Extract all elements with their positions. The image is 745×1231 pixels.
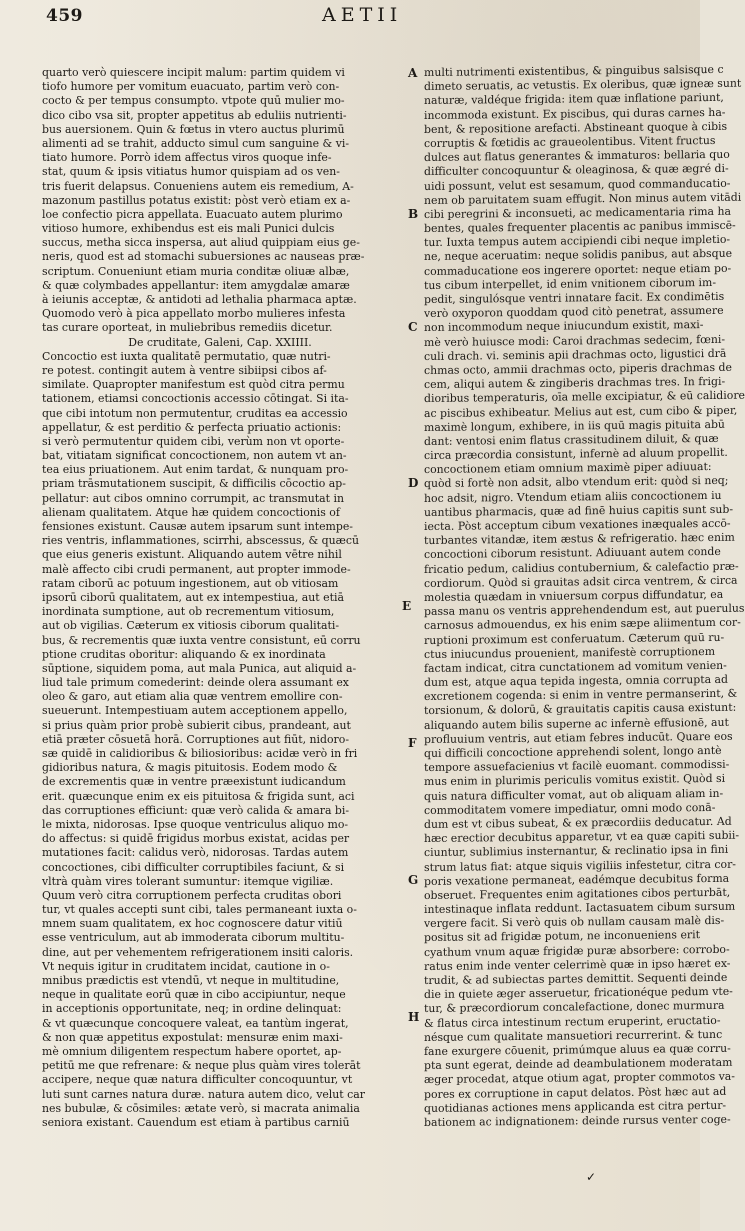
- left-column-line: si verò permutentur quidem cibi, verùm non vt oporte-: [42, 434, 345, 448]
- page-header: [0, 2, 700, 28]
- left-column-line: loe confectio picra appellata. Euacuato autem plurimo: [42, 207, 343, 221]
- left-column-line: tiato humore. Porrò idem affectus viros quoque infe-: [42, 151, 332, 165]
- left-column-line: appellatur, & est perditio & perfecta priuatio actionis:: [42, 420, 342, 434]
- right-column-line: dum est, atque aqua tepida ingesta, omnia corrupta ad: [424, 672, 728, 690]
- right-column-line: cyathum vnum aquæ frigidæ puræ absorbere: corrobo-: [424, 942, 730, 959]
- left-column-line: do affectus: si quidē frigidus morbus existat, acidas per: [42, 832, 350, 846]
- left-column-line: bat, vitiatam significat concoctionem, non autem vt an-: [42, 449, 347, 463]
- right-column-line: ratus enim inde venter celerrimè quæ in ipso hæret ex-: [424, 956, 731, 973]
- right-column-line: intestinaque inflata reddunt. Iactasuatem cibum sursum: [424, 899, 736, 917]
- right-column-line: uantibus pharmacis, quæ ad finē huius capitis sunt sub-: [424, 502, 734, 519]
- left-column-line: ipsorū ciborū qualitatem, aut ex intempestiua, aut etiā: [42, 590, 344, 604]
- left-column-line: que cibi intotum non permutentur, cruditas ea accessio: [42, 406, 348, 420]
- right-column-line: incommoda existunt. Ex piscibus, qui duras carnes ha-: [424, 105, 726, 122]
- section-marker-g: G: [408, 873, 419, 887]
- running-head: AETII: [322, 4, 403, 26]
- right-column-line: ctus iniucundus prouenient, manifestè corruptionem: [424, 644, 716, 661]
- left-column-line: re potest. contingit autem à ventre sibiipsi cibos af-: [42, 363, 327, 377]
- right-column-line: tus cibum interpellet, id enim vnitionem ciborum im-: [424, 275, 717, 292]
- right-column-line: cem, aliqui autem & zingiberis drachmas tres. In frigi-: [424, 374, 726, 392]
- right-column-line: bent, & repositione arefacti. Abstineant quoque à cibis: [424, 119, 728, 136]
- right-column-line: naturæ, valdéque frigida: item quæ inflatione pariunt,: [424, 91, 724, 108]
- right-column-line: strum latus fiat: atque siquis vigiliis infestetur, citra cor-: [424, 857, 736, 874]
- right-column-line: aliquando autem bilis superne ac infernè effusionē, aut: [424, 715, 729, 732]
- section-marker-h: H: [408, 1010, 420, 1024]
- catchword: ✓: [586, 1170, 597, 1184]
- left-column-line: neque in qualitate eorū quæ in cibo accipiuntur, neque: [42, 988, 346, 1002]
- left-column-line: tea eius priuationem. Aut enim tardat, & nunquam pro-: [42, 463, 349, 477]
- left-column-line: stat, quum & ipsis vitiatus humor quispiam ad os ven-: [42, 165, 340, 179]
- left-column-line: petitū me que refrenare: & neque plus quàm vires tolerāt: [42, 1059, 361, 1073]
- right-column-line: bationem ac indignationem: deinde rursus venter coge-: [424, 1112, 731, 1129]
- right-column-line: die in quiete æger asseruetur, fricationéque pedum vte-: [424, 984, 733, 1002]
- left-column-line: vitioso humore, exhibendus est eis mali Punici dulcis: [42, 222, 335, 236]
- right-column-line: verò oxyporon quoddam quod citò penetrat, assumere: [424, 304, 724, 321]
- left-column-line: alimenti ad se trahit, adducto simul cum sanguine & vi-: [42, 136, 350, 150]
- right-column-line: ac piscibus exhibeatur. Melius aut est, cum cibo & piper,: [424, 403, 738, 420]
- section-marker-d: D: [408, 476, 419, 490]
- left-column-line: luti sunt carnes natura duræ. natura autem dico, velut car: [42, 1087, 365, 1101]
- left-text-column: [42, 66, 398, 1130]
- left-column-line: mè omnium diligentem respectum habere oportet, ap-: [42, 1044, 342, 1058]
- right-column-line: qui difficili concoctione apprehendi solent, longo antè: [424, 743, 722, 760]
- right-column-line: nésque cum qualitate mansuetiori recurrerint. & tunc: [424, 1027, 723, 1044]
- right-column-line: nem ob paruitatem suam effugit. Non minus autem vitādi: [424, 190, 742, 207]
- right-column-line: circa præcordia consistunt, infernè ad aluum propellit.: [424, 445, 728, 463]
- right-column-line: & flatus circa intestinum rectum eruperint, eructatio-: [424, 1013, 721, 1030]
- right-column-line: positus sit ad frigidæ potum, ne inconueniens erit: [424, 928, 700, 945]
- left-column-line: bus, & recrementis quæ iuxta ventre consistunt, eū corru: [42, 633, 361, 647]
- left-column-line: dine, aut per vehementem refrigerationem insiti caloris.: [42, 945, 354, 959]
- left-column-line: tationem, etiamsi concoctionis accessio cōtingat. Si ita-: [42, 392, 349, 406]
- left-column-line: erit. quæcunque enim ex eis pituitosa & frigida sunt, aci: [42, 789, 355, 803]
- right-column-line: ruptioni proximum est conferuatum. Cæterum quū ru-: [424, 630, 725, 647]
- left-column-line: & vt quæcunque concoquere valeat, ea tantùm ingerat,: [42, 1016, 349, 1030]
- left-column-line: de excrementis quæ in ventre præexistunt iudicandum: [42, 775, 346, 789]
- right-column-line: difficulter concoquuntur & oleaginosa, & quæ ægré di-: [424, 162, 729, 179]
- right-column-line: concoctioni ciborum resistunt. Adiuuant autem conde: [424, 545, 721, 562]
- right-column-line: excretionem cogenda: si enim in ventre permanserint, &: [424, 686, 738, 704]
- right-column-line: quis natura difficulter vomat, aut ob aliquam aliam in-: [424, 786, 724, 803]
- left-column-line: succus, metha sicca inspersa, aut aliud quippiam eius ge-: [42, 236, 360, 250]
- section-marker-a: A: [408, 66, 418, 80]
- left-column-line: mazonum pastillus potatus existit: pòst verò etiam ex a-: [42, 193, 351, 207]
- right-column-line: uidi possunt, velut est sesamum, quod commanducatio-: [424, 176, 731, 193]
- right-column-line: dant: ventosi enim flatus crassitudinem diluit, & quæ: [424, 431, 719, 448]
- left-column-line: seniora existant. Cauendum est etiam à partibus carniū: [42, 1115, 350, 1129]
- page-number: 459: [46, 6, 83, 26]
- left-column-line: fensiones existunt. Causæ autem ipsarum sunt intempe-: [42, 520, 353, 533]
- section-marker-e: E: [402, 599, 412, 613]
- right-column-line: mus enim in plurimis periculis vomitus existit. Quòd si: [424, 772, 726, 789]
- right-column-line: turbantes vitandæ, item æstus & refrigeratio. hæc enim: [424, 530, 735, 548]
- right-column-line: culi drach. vi. seminis apii drachmas octo, ligustici drā: [424, 346, 727, 363]
- right-column-line: tempore assuefacienius vt facilè euomant. commodissi-: [424, 757, 730, 775]
- left-column-line: sæ quidē in calidioribus & biliosioribus: acidæ verò in fri: [42, 747, 358, 760]
- right-column-line: quòd si fortè non adsit, albo vtendum erit: quòd si neq;: [424, 474, 729, 491]
- left-column-line: in acceptionis opportunitate, neq; in ordine delinquat:: [42, 1002, 342, 1016]
- right-column-line: carnosus admouendus, ex his enim sæpe aliimentum cor-: [424, 615, 741, 633]
- left-column-line: scriptum. Conueniunt etiam muria conditæ oliuæ albæ,: [42, 264, 350, 278]
- right-column-line: pta sunt egerat, deinde ad deambulationem moderatam: [424, 1055, 733, 1073]
- right-column-line: ciuntur, sublimius insternantur, & reclinatio ipsa in fini: [424, 843, 729, 860]
- left-column-line: ptione cruditas oboritur: aliquando & ex inordinata: [42, 647, 326, 661]
- left-column-line: dico cibo vsa sit, propter appetitus ab eduliis nutrienti-: [42, 108, 347, 122]
- right-column-line: dimeto seruatis, ac vetustis. Ex oleribus, quæ igneæ sunt: [424, 76, 742, 94]
- right-column-line: concoctionem etiam omnium maximè piper adiuuat:: [424, 460, 712, 477]
- left-column-line: similate. Quapropter manifestum est quòd citra permu: [42, 378, 345, 392]
- chapter-heading: De cruditate, Galeni, Cap. XXIIII.: [128, 335, 312, 349]
- right-column-line: passa manu os ventris apprehendendum est, aut puerulus: [424, 601, 745, 619]
- right-column-line: hoc adsit, nigro. Vtendum etiam aliis concoctionem iu: [424, 488, 722, 505]
- right-column-line: mè verò huiusce modi: Caroi drachmas sedecim, fœni-: [424, 332, 726, 349]
- left-column-line: si prius quàm prior probè subierit cibus, prandeant, aut: [42, 718, 351, 732]
- right-column-line: iecta. Pòst acceptum cibum vexationes inæquales accō-: [424, 516, 731, 533]
- left-column-line: gidioribus natura, & magis pituitosis. Eodem modo &: [42, 761, 338, 775]
- right-column-line: tur, & præcordiorum concalefactione, donec murmura: [424, 999, 725, 1016]
- left-column-line: mutationes facit: calidus verò, nidorosas. Tardas autem: [42, 846, 349, 860]
- right-column-line: chmas octo, ammii drachmas octo, piperis drachmas de: [424, 360, 732, 377]
- right-column-line: cibi peregrini & inconsueti, ac medicamentaria rima ha: [424, 204, 731, 221]
- left-column-line: & quæ colymbades appellantur: item amygdalæ amaræ: [42, 278, 350, 292]
- left-column-line: quarto verò quiescere incipit malum: partim quidem vi: [42, 66, 345, 79]
- left-column-line: esse ventriculum, aut ab immoderata ciborum multitu-: [42, 931, 345, 945]
- left-column-line: liud tale primum comederint: deinde olera assumant ex: [42, 676, 349, 690]
- left-column-line: bus auersionem. Quin & fœtus in vtero auctus plurimū: [42, 122, 345, 136]
- right-column-line: dulces aut flatus generantes & immaturos: bellaria quo: [424, 147, 730, 165]
- left-column-line: Vt nequis igitur in cruditatem incidat, cautione in o-: [42, 959, 330, 973]
- right-column-line: maximè longum, exhibere, in iis quū magis pituita abū: [424, 417, 725, 434]
- right-column-line: cordiorum. Quòd si grauitas adsit circa ventrem, & circa: [424, 573, 738, 590]
- right-column-line: non incommodum neque iniucundum existit, maxi-: [424, 318, 704, 335]
- right-column-line: corruptis & fœtidis ac graueolentibus. Vitent fructus: [424, 133, 716, 150]
- left-column-line: pellatur: aut cibos omnino corrumpit, ac transmutat in: [42, 491, 344, 505]
- left-column-line: neris, quod est ad stomachi subuersiones ac nauseas præ-: [42, 250, 365, 264]
- right-column-line: molestia quædam in vniuersum corpus diffundatur, ea: [424, 587, 724, 604]
- left-column-line: ratam ciborū ac potuum ingestionem, aut ob vitiosam: [42, 576, 339, 590]
- right-column-line: æger procedat, atque otium agat, propter commotos va-: [424, 1070, 735, 1087]
- right-column-line: dum est vt cibus subeat, & ex præcordiis deducatur. Ad: [424, 814, 732, 831]
- right-column-line: hæc erectior decubitus apparetur, vt ea quæ capiti subii-: [424, 828, 740, 846]
- left-column-line: que eius generis existunt. Aliquando autem vētre nihil: [42, 548, 342, 562]
- right-text-column: [424, 62, 745, 1130]
- section-marker-f: F: [408, 736, 417, 750]
- right-column-line: pedit, singulósque ventri innatare facit. Ex condimētis: [424, 289, 725, 306]
- left-column-line: priam trāsmutationem suscipit, & difficilis cōcoctio ap-: [42, 477, 346, 491]
- left-column-line: à ieiunis acceptæ, & antidoti ad lethalia pharmaca aptæ.: [42, 293, 357, 306]
- left-column-line: mnem suam qualitatem, ex hoc cognoscere datur vitiū: [42, 917, 343, 931]
- left-column-line: etiā præter cōsuetā horā. Corruptiones aut fiūt, nidoro-: [42, 732, 349, 746]
- right-column-line: tur. Iuxta tempus autem accipiendi cibi neque impletio-: [424, 233, 731, 250]
- left-column-line: ries ventris, inflammationes, scirrhi, abscessus, & quæcū: [42, 534, 359, 548]
- right-column-line: fane exurgere cōuenit, primúmque aluus ea quæ corru-: [424, 1041, 731, 1058]
- left-column-line: sūptione, siquidem poma, aut mala Punica, aut aliquid a-: [42, 661, 357, 675]
- right-column-line: profluuium ventris, aut etiam febres inducūt. Quare eos: [424, 729, 733, 746]
- right-column-line: factam indicat, citra cunctationem ad vomitum venien-: [424, 658, 727, 675]
- left-column-line: tiofo humore per vomitum euacuato, partim verò con-: [42, 80, 340, 94]
- left-column-line: inordinata sumptione, aut ob recrementum vitiosum,: [42, 605, 335, 619]
- left-column-line: sueuerunt. Intempestiuam autem acceptionem appello,: [42, 704, 348, 718]
- right-column-line: multi nutrimenti existentibus, & pinguibus salsisque c: [424, 62, 724, 79]
- left-column-line: accipere, neque quæ natura difficulter concoquuntur, vt: [42, 1073, 353, 1087]
- left-column-line: le mixta, nidorosas. Ipse quoque ventriculus aliquo mo-: [42, 817, 349, 831]
- left-column-line: das corruptiones efficiunt: quæ verò calida & amara bi-: [42, 803, 350, 817]
- left-column-line: tas curare oporteat, in muliebribus remediis dicetur.: [42, 321, 333, 335]
- right-column-line: pores ex corruptione in caput delatos. Pòst hæc aut ad: [424, 1084, 727, 1101]
- section-marker-c: C: [408, 320, 418, 334]
- right-column-line: quotidianas actiones mens applicanda est citra pertur-: [424, 1098, 727, 1115]
- right-column-line: commoditatem vomere impediatur, omni modo conā-: [424, 800, 716, 817]
- right-column-line: vergere facit. Si verò quis ob nullam causam malè dis-: [424, 914, 725, 931]
- right-column-line: bentes, quales frequenter placentis ac panibus immiscē-: [424, 218, 736, 236]
- right-column-line: torsionum, & dolorū, & grauitatis capitis causa existunt:: [424, 701, 737, 718]
- right-column-line: ne, neque aceruatim: neque solidis panibus, aut absque: [424, 247, 733, 264]
- left-column-line: Quomodo verò à pica appellato morbo mulieres infesta: [42, 307, 346, 321]
- left-column-line: cocto & per tempus consumpto. vtpote quū mulier mo-: [42, 94, 345, 108]
- left-column-line: Concoctio est iuxta qualitatē permutatio, quæ nutri-: [42, 349, 331, 363]
- right-column-line: poris vexatione permaneat, eadémque decubitus forma: [424, 871, 730, 888]
- right-column-line: dioribus temperaturis, oīa melle excipiatur, & eū calidiore: [424, 388, 745, 406]
- right-column-line: obseruet. Frequentes enim agitationes cibos perturbāt,: [424, 885, 731, 902]
- left-column-line: vltrà quàm vires tolerant sumuntur: itemque vigiliæ.: [42, 874, 334, 888]
- left-column-line: Quum verò citra corruptionem perfecta cruditas obori: [42, 888, 342, 902]
- left-column-line: concoctiones, cibi difficulter corruptibiles faciunt, & si: [42, 860, 345, 874]
- left-column-line: oleo & garo, aut etiam alia quæ ventrem emollire con-: [42, 690, 343, 704]
- right-column-line: commaducatione eos ingerere oportet: neque etiam po-: [424, 261, 732, 278]
- left-column-line: aut ob vigilias. Cæterum ex vitiosis ciborum qualitati-: [42, 619, 339, 633]
- left-column-line: mnibus prædictis est vtendū, vt neque in multitudine,: [42, 974, 340, 987]
- left-column-line: tur, vt quales accepti sunt cibi, tales permaneant iuxta o-: [42, 903, 357, 917]
- left-column-line: alienam qualitatem. Atque hæ quidem concoctionis of: [42, 505, 340, 519]
- right-column-line: trudit, & ad subiectas partes demittit. Sequenti deinde: [424, 970, 728, 987]
- right-column-line: fricatio pedum, calidius contubernium, & calefactio præ-: [424, 559, 739, 576]
- left-column-line: nes bubulæ, & cōsimiles: ætate verò, si macrata animalia: [42, 1101, 360, 1115]
- left-column-line: tris fuerit delapsus. Conueniens autem eis remedium, A-: [42, 179, 354, 193]
- left-column-line: malè affecto cibi crudi permanent, aut propter immode-: [42, 562, 351, 576]
- left-column-line: & non quæ appetitus expostulat: mensuræ enim maxi-: [42, 1030, 343, 1044]
- section-marker-b: B: [408, 207, 419, 221]
